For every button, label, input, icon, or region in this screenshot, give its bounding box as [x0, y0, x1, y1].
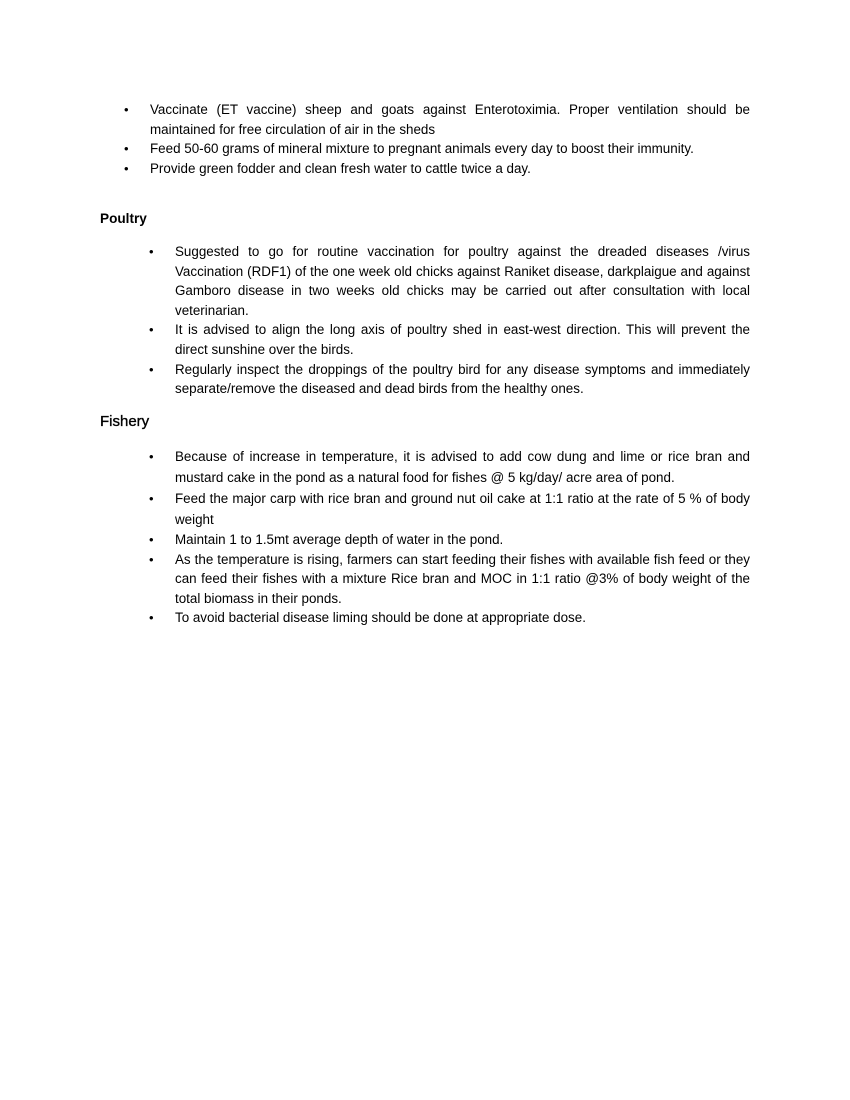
list-item-text: Suggested to go for routine vaccination for poultry against the dreaded diseases /virus Vaccination (RDF1) of the one week old chicks against Raniket disease, darkplaigue and against Gamboro disease in two weeks old chicks may be carried out after consultation with local veterinarian. [175, 244, 750, 318]
list-item [124, 159, 750, 179]
list-item-text: Because of increase in temperature, it is advised to add cow dung and lime or rice bran and mustard cake in the pond as a natural food for fishes @ 5 kg/day/ acre area of pond. [175, 449, 750, 485]
list-item-text: Feed 50-60 grams of mineral mixture to pregnant animals every day to boost their immunity. [150, 141, 694, 157]
list-item-text: Vaccinate (ET vaccine) sheep and goats against Enterotoximia. Proper ventilation should be maintained for free circulation of air in the sheds [150, 102, 750, 137]
fishery-advisory-list [149, 446, 750, 628]
bullet-icon: • [149, 610, 154, 626]
bullet-icon: • [124, 102, 129, 117]
list-item-text: To avoid bacterial disease liming should be done at appropriate dose. [175, 610, 586, 626]
livestock-advisory-list [124, 100, 750, 178]
bullet-icon: • [149, 449, 154, 464]
bullet-icon: • [124, 160, 129, 176]
section-heading-poultry: Poultry [100, 211, 147, 226]
section-heading-fishery: Fishery [100, 413, 150, 430]
list-item [149, 320, 750, 359]
bullet-icon: • [124, 141, 129, 157]
bullet-icon: • [149, 322, 154, 338]
poultry-advisory-list [149, 242, 750, 399]
list-item-text: It is advised to align the long axis of poultry shed in east-west direction. This will prevent the direct sunshine over the birds. [175, 322, 750, 357]
list-item-text: As the temperature is rising, farmers can start feeding their fishes with available fish feed or they can feed their fishes with a mixture Rice bran and MOC in 1:1 ratio @3% of body weight of the total biomass in their ponds. [175, 551, 750, 606]
bullet-icon: • [149, 491, 154, 506]
list-item [149, 360, 750, 399]
list-item [124, 139, 750, 159]
list-item [149, 242, 750, 320]
bullet-icon: • [149, 361, 154, 377]
list-item-text: Provide green fodder and clean fresh water to cattle twice a day. [150, 160, 531, 176]
bullet-icon: • [149, 532, 154, 547]
list-item-text: Regularly inspect the droppings of the poultry bird for any disease symptoms and immediately separate/remove the diseased and dead birds from the healthy ones. [175, 361, 750, 397]
bullet-icon: • [149, 244, 154, 259]
list-item [149, 550, 750, 609]
list-item-text: Maintain 1 to 1.5mt average depth of water in the pond. [175, 532, 504, 547]
list-item [124, 100, 750, 139]
list-item [149, 530, 750, 550]
list-item-text: Feed the major carp with rice bran and ground nut oil cake at 1:1 ratio at the rate of 5 % of body weight [175, 491, 750, 527]
list-item [149, 488, 750, 530]
bullet-icon: • [149, 551, 154, 567]
list-item [149, 446, 750, 488]
list-item [149, 608, 750, 628]
